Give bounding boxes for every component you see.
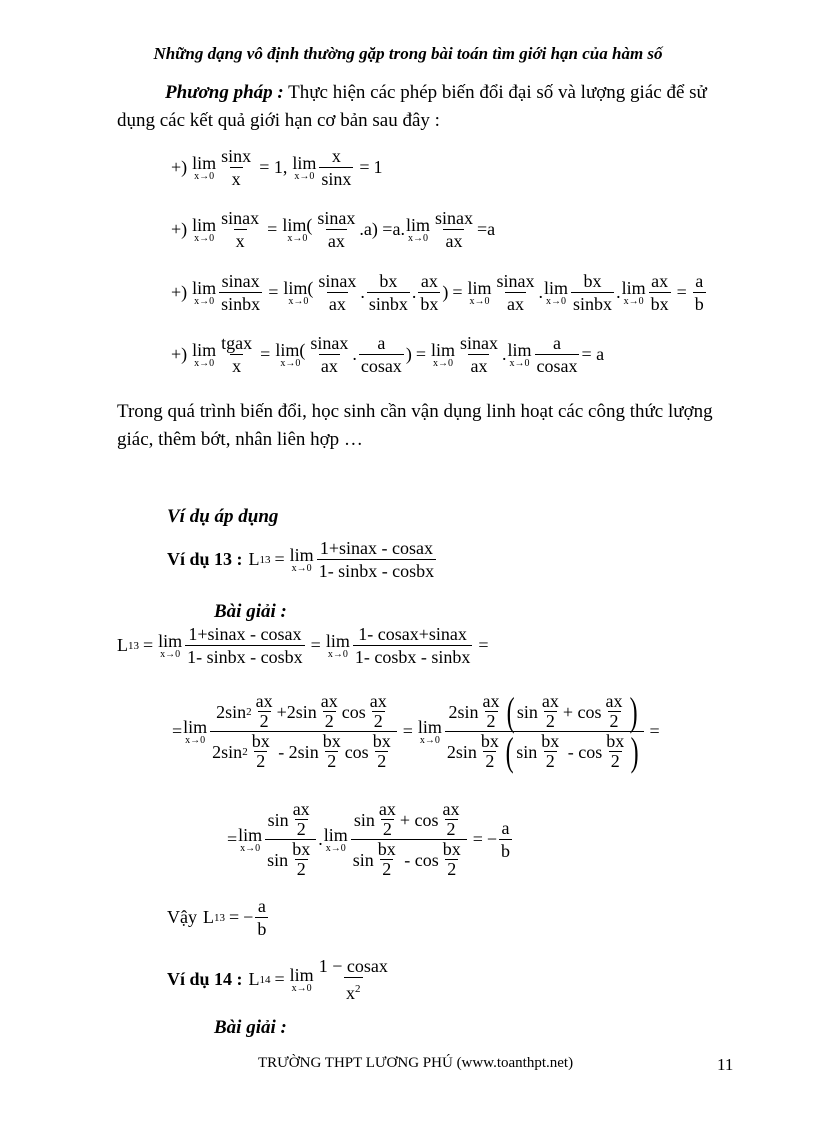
lim: lim x→0	[238, 824, 263, 854]
page-header: Những dạng vô định thường gặp trong bài toán tìm giới hạn của hàm số	[153, 44, 663, 63]
example-14: Ví dụ 14 : L 14 = lim x→0 $\frac{\text{1 − cosax}}{x^2}$	[167, 956, 388, 1003]
lim: lim( x→0	[282, 214, 313, 244]
fraction: sin $\frac{ax}{2}$ + cos $\frac{ax}{2}$ sin $\frac{bx}{2}$ - cos $\frac{bx}{2}$	[351, 801, 467, 878]
conclusion: Vậy L 13 = − $\frac{a}{b}$	[167, 896, 267, 939]
formula-2: +) lim x→0 $\frac{\text{sinax}}{x}$ = lim( x→0 $\frac{\text{sinax}}{ax}$ .a) =a. lim x→0 $\frac{\text{sinax}}{ax}$ =a	[171, 208, 496, 251]
fraction: $\frac{x}{\sin x}$	[321, 146, 352, 189]
lim: lim x→0	[405, 214, 430, 244]
lim: lim x→0	[292, 152, 317, 182]
lim: lim x→0	[467, 277, 492, 307]
lim: lim( x→0	[283, 277, 314, 307]
fraction: $\frac{\text{sinax}}{ax}$	[317, 208, 356, 251]
lim: lim x→0	[158, 630, 183, 660]
big-fraction: 2sin 2 $\frac{ax}{2}$ +2sin $\frac{ax}{2}$ cos $\frac{ax}{2}$ 2sin 2 $\frac{bx}{2}$ - 2sin $\frac{bx}{2}$ cos $\frac{bx}{2}$	[210, 693, 397, 770]
fraction: $\frac{\text{sinax}}{ax}$	[434, 208, 473, 251]
footer-school: TRƯỜNG THPT LƯƠNG PHÚ (www.toanthpt.net)	[258, 1055, 574, 1071]
lim: lim x→0	[323, 824, 348, 854]
formula-1: +) lim x→0 $\frac{\sin x}{x}$ = 1, lim x→0 $\frac{x}{\sin x}$ = 1	[171, 146, 383, 189]
lim: lim x→0	[183, 716, 208, 746]
example-13: Ví dụ 13 : L 13 = lim x→0 $\frac{\text{1+sinax - cosax}}{\text{1- sinbx - cosbx}}$	[167, 538, 435, 581]
formula-4: +) lim x→0 $\frac{\text{tgax}}{x}$ = lim( x→0 $\frac{\text{sinax}}{ax}$ . $\frac{a}{\text{cosax}}$ ) = lim x→0 $\frac{\text{sinax}}{ax}$ . lim x→0 $\frac{a}{\text{cosax}}$ = a	[171, 333, 605, 376]
fraction: sin $\frac{ax}{2}$ sin $\frac{bx}{2}$	[265, 801, 316, 878]
lim: lim x→0	[417, 716, 442, 746]
solution-label-2: Bài giải :	[214, 1017, 287, 1038]
big-fraction: 2sin $\frac{ax}{2}$ ( sin $\frac{ax}{2}$ + cos $\frac{ax}{2}$ ) 2sin $\frac{bx}{2}$ ( sin $\frac{bx}{2}$ - cos $\frac{bx}{2}$ )	[445, 693, 644, 770]
lim: lim x→0	[289, 964, 314, 994]
lim: lim x→0	[325, 630, 350, 660]
lim: lim x→0	[192, 152, 217, 182]
solution-step-1: L 13 = lim x→0 $\frac{\text{1+sinax - cosax}}{\text{1- sinbx - cosbx}}$ = lim x→0 $\frac{\text{1- cosax+sinax}}{\text{1- cosbx - sinbx}}$ =	[117, 624, 489, 667]
formula-3: +) lim x→0 $\frac{\text{sinax}}{\text{sinbx}}$ = lim( x→0 $\frac{\text{sinax}}{ax}$ . $\frac{bx}{\text{sinbx}}$ . $\frac{ax}{bx}$ ) = lim x→0 $\frac{\text{sinax}}{ax}$ . lim x→0 $\frac{bx}{\text{sinbx}}$ . lim x→0 $\frac{ax}{bx}$ = $\frac{a}{b}$	[171, 271, 704, 314]
method-paragraph	[117, 79, 737, 135]
lim: lim x→0	[430, 339, 455, 369]
note-paragraph: Trong quá trình biến đổi, học sinh cần vận dụng linh hoạt các công thức lượng giác, thêm bớt, nhân liên hợp …	[117, 401, 713, 450]
bullet: +)	[171, 157, 188, 177]
method-label: Phương pháp :	[165, 82, 284, 103]
solution-label: Bài giải :	[214, 601, 287, 622]
fraction: $\frac{\sin x}{x}$	[221, 146, 252, 189]
example-14-label: Ví dụ 14 :	[167, 969, 243, 989]
lim: lim x→0	[289, 544, 314, 574]
lim: lim x→0	[507, 339, 532, 369]
method-text: Thực hiện các phép biến đổi đại số và lượng giác để sử dụng các kết quả giới hạn cơ bản sau đây :	[117, 82, 707, 131]
solution-step-3: = lim x→0 sin $\frac{ax}{2}$ sin $\frac{bx}{2}$ . lim x→0 sin $\frac{ax}{2}$ + cos $\frac{ax}{2}$ sin $\frac{bx}{2}$ - cos $\frac{bx}{2}$ = − $\frac{a}{b}$	[227, 799, 511, 879]
example-13-label: Ví dụ 13 :	[167, 549, 243, 569]
lim: lim x→0	[621, 277, 646, 307]
examples-heading: Ví dụ áp dụng	[167, 506, 279, 527]
lim: lim x→0	[544, 277, 569, 307]
fraction: $\frac{\text{sinax}}{x}$	[221, 208, 260, 251]
lim: lim x→0	[192, 339, 217, 369]
lim: lim( x→0	[275, 339, 306, 369]
page-number: 11	[717, 1055, 734, 1074]
lim: lim x→0	[192, 214, 217, 244]
lim: lim x→0	[192, 277, 217, 307]
solution-step-2: = lim x→0 2sin 2 $\frac{ax}{2}$ +2sin $\frac{ax}{2}$ cos $\frac{ax}{2}$ 2sin 2 $\frac{bx}{2}$ - 2sin $\frac{bx}{2}$ cos $\frac{bx}{2}$ = lim x→0 2sin $\frac{ax}{2}$ ( sin $\frac{ax}{2}$ + cos $\frac{ax}{2}$ ) 2sin $\frac{bx}{2}$ ( sin $\frac{bx}{2}$ - cos $\frac{bx}{2}$ ) =	[172, 688, 660, 774]
